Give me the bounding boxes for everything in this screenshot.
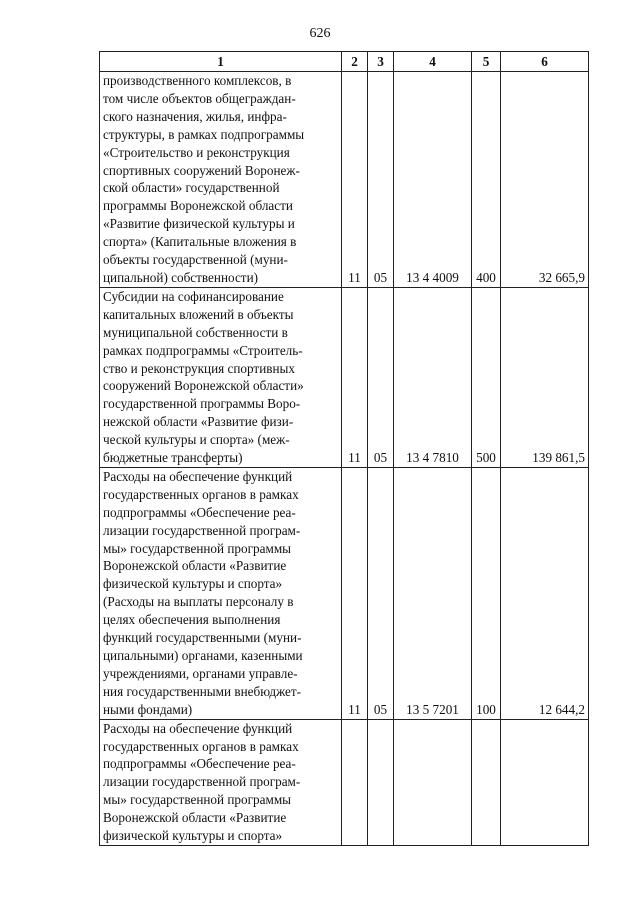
row-section: 11 <box>342 467 368 719</box>
row-amount <box>501 719 589 845</box>
row-section: 11 <box>342 72 368 288</box>
column-header-5: 5 <box>472 52 501 72</box>
row-description: Субсидии на софинансирование капитальных вложений в объекты муниципальной собственности в рамках подпрограммы «Строитель- ство и реконструкция спортивных сооружений Воронежской области» государственной программы Воро- нежской области «Развитие физи- ческой культуры и спорта» (меж- бюджетные трансферты) <box>100 287 342 467</box>
table-row <box>100 287 589 467</box>
row-target-article: 13 5 7201 <box>394 467 472 719</box>
row-description: производственного комплексов, в том числе объектов общеграждан- ского назначения, жилья, инфра- структуры, в рамках подпрограммы «Строительство и реконструкция спортивных сооружений Воронеж- ской области» государственной программы Воронежской области «Развитие физической культуры и спорта» (Капитальные вложения в объекты государственной (муни- ципальной) собственности) <box>100 72 342 288</box>
row-description: Расходы на обеспечение функций государственных органов в рамках подпрограммы «Обеспечение реа- лизации государственной програм- мы» государственной программы Воронежской области «Развитие физической культуры и спорта» <box>100 719 342 845</box>
row-section: 11 <box>342 287 368 467</box>
row-target-article: 13 4 4009 <box>394 72 472 288</box>
row-section <box>342 719 368 845</box>
column-header-4: 4 <box>394 52 472 72</box>
page-number: 626 <box>309 26 331 41</box>
row-expense-type <box>472 719 501 845</box>
row-target-article <box>394 719 472 845</box>
row-amount: 12 644,2 <box>501 467 589 719</box>
column-header-1: 1 <box>100 52 342 72</box>
row-expense-type: 500 <box>472 287 501 467</box>
row-description: Расходы на обеспечение функций государственных органов в рамках подпрограммы «Обеспечение реа- лизации государственной програм- мы» государственной программы Воронежской области «Развитие физической культуры и спорта» (Расходы на выплаты персоналу в целях обеспечения выполнения функций государственными (муни- ципальными) органами, казенными учреждениями, органами управле- ния государственными внебюджет- ными фондами) <box>100 467 342 719</box>
column-header-3: 3 <box>368 52 394 72</box>
table-row <box>100 72 589 288</box>
row-expense-type: 400 <box>472 72 501 288</box>
table-header-row <box>100 52 589 72</box>
table-row <box>100 467 589 719</box>
row-subsection <box>368 719 394 845</box>
row-amount: 139 861,5 <box>501 287 589 467</box>
row-subsection: 05 <box>368 467 394 719</box>
row-amount: 32 665,9 <box>501 72 589 288</box>
column-header-6: 6 <box>501 52 589 72</box>
row-subsection: 05 <box>368 72 394 288</box>
column-header-2: 2 <box>342 52 368 72</box>
row-target-article: 13 4 7810 <box>394 287 472 467</box>
table-row <box>100 719 589 845</box>
row-subsection: 05 <box>368 287 394 467</box>
budget-table <box>99 51 589 846</box>
row-expense-type: 100 <box>472 467 501 719</box>
